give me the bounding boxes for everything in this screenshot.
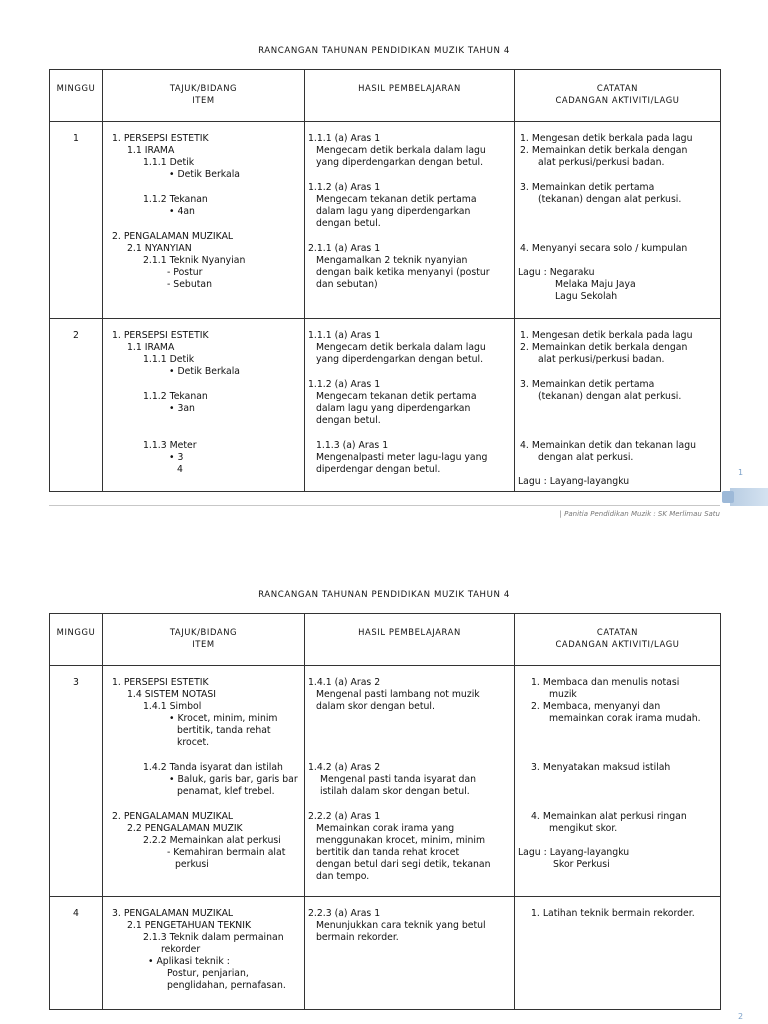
list-item: 2.1.3 Teknik dalam permainan	[143, 932, 284, 943]
list-item: 2.1.1 (a) Aras 1	[308, 243, 381, 254]
list-item: istilah dalam skor dengan betul.	[320, 786, 470, 797]
list-item: 4. Menyanyi secara solo / kumpulan	[520, 243, 688, 254]
hasil-cell	[305, 897, 515, 1010]
list-item: - Postur	[167, 267, 203, 278]
list-item: • Detik Berkala	[169, 366, 241, 377]
header-minggu: MINGGU	[50, 70, 103, 122]
list-item: bermain rekorder.	[316, 932, 399, 943]
list-item: penglidahan, pernafasan.	[167, 980, 286, 991]
list-item: 1.4 SISTEM NOTASI	[127, 689, 217, 700]
list-item: 3. Menyatakan maksud istilah	[531, 762, 671, 773]
list-item: 2.2.3 (a) Aras 1	[308, 908, 381, 919]
list-item: 4. Memainkan alat perkusi ringan	[531, 811, 687, 822]
list-item: Melaka Maju Jaya	[555, 279, 636, 290]
list-item: (tekanan) dengan alat perkusi.	[538, 194, 682, 205]
list-item: dan tempo.	[316, 871, 370, 882]
tajuk-cell	[103, 666, 305, 897]
list-item: 1.1.2 (a) Aras 1	[308, 182, 381, 193]
list-item: 1.1.1 (a) Aras 1	[308, 133, 381, 144]
list-item: • Aplikasi teknik :	[148, 956, 230, 967]
list-item: 1.1.2 Tekanan	[143, 194, 208, 205]
list-item: dengan betul.	[316, 218, 381, 229]
list-item: krocet.	[177, 737, 210, 748]
list-item: • 3an	[169, 403, 195, 414]
list-item: Lagu Sekolah	[555, 291, 618, 302]
list-item: 1. PERSEPSI ESTETIK	[112, 330, 209, 341]
list-item: memainkan corak irama mudah.	[549, 713, 701, 724]
week-number: 2	[50, 319, 103, 492]
list-item: 1. Membaca dan menulis notasi	[531, 677, 680, 688]
tajuk-cell	[103, 122, 305, 319]
list-item: Mengenalpasti meter lagu-lagu yang	[316, 452, 488, 463]
list-item: 2. Memainkan detik berkala dengan	[520, 342, 688, 353]
list-item: muzik	[549, 689, 577, 700]
list-item: • Baluk, garis bar, garis bar	[169, 774, 298, 785]
list-item: dengan betul dari segi detik, tekanan	[316, 859, 491, 870]
list-item: 2. PENGALAMAN MUZIKAL	[112, 231, 234, 242]
list-item: 1. PERSEPSI ESTETIK	[112, 133, 209, 144]
list-item: 2.2 PENGALAMAN MUZIK	[127, 823, 243, 834]
list-item: Postur, penjarian,	[167, 968, 249, 979]
header-tajuk: TAJUK/BIDANG ITEM	[103, 70, 305, 122]
list-item: dalam skor dengan betul.	[316, 701, 435, 712]
list-item: diperdengar dengan betul.	[316, 464, 441, 475]
list-item: 2.1 NYANYIAN	[127, 243, 192, 254]
table-row	[50, 666, 721, 897]
list-item: 1.1.1 Detik	[143, 157, 195, 168]
list-item: 2. Membaca, menyanyi dan	[531, 701, 661, 712]
page-title: RANCANGAN TAHUNAN PENDIDIKAN MUZIK TAHUN 4	[258, 590, 510, 600]
list-item: 1.1.1 Detik	[143, 354, 195, 365]
list-item: bertitik, tanda rehat	[177, 725, 271, 736]
catatan-cell	[515, 319, 721, 492]
list-item: dengan betul.	[316, 415, 381, 426]
list-item: • 4an	[169, 206, 195, 217]
list-item: - Sebutan	[167, 279, 212, 290]
page-title: RANCANGAN TAHUNAN PENDIDIKAN MUZIK TAHUN 4	[258, 46, 510, 56]
list-item: 2.2.2 Memainkan alat perkusi	[143, 835, 281, 846]
week-number: 4	[50, 897, 103, 1010]
list-item: Mengenal pasti lambang not muzik	[316, 689, 480, 700]
footer-divider	[49, 505, 720, 506]
week-number: 3	[50, 666, 103, 897]
list-item: 1. Mengesan detik berkala pada lagu	[520, 133, 693, 144]
list-item: 2.1.1 Teknik Nyanyian	[143, 255, 246, 266]
list-item: 1.4.1 (a) Aras 2	[308, 677, 381, 688]
table-row	[50, 897, 721, 1010]
list-item: Menunjukkan cara teknik yang betul	[316, 920, 486, 931]
list-item: yang diperdengarkan dengan betul.	[316, 354, 484, 365]
tajuk-cell	[103, 897, 305, 1010]
list-item: • Detik Berkala	[169, 169, 241, 180]
list-item: 4	[177, 464, 183, 475]
footer-text: | Panitia Pendidikan Muzik : SK Merlimau Satu	[559, 510, 720, 518]
list-item: Mengenal pasti tanda isyarat dan	[320, 774, 477, 785]
list-item: 1.1 IRAMA	[127, 145, 175, 156]
list-item: dalam lagu yang diperdengarkan	[316, 206, 471, 217]
catatan-cell	[515, 122, 721, 319]
list-item: Mengecam detik berkala dalam lagu	[316, 342, 486, 353]
list-item: 1.1.3 Meter	[143, 440, 197, 451]
list-item: 1.1 IRAMA	[127, 342, 175, 353]
list-item: yang diperdengarkan dengan betul.	[316, 157, 484, 168]
list-item: 3. Memainkan detik pertama	[520, 379, 655, 390]
list-item: 1.1.3 (a) Aras 1	[316, 440, 389, 451]
hasil-cell	[305, 122, 515, 319]
header-hasil: HASIL PEMBELAJARAN	[305, 614, 515, 666]
list-item: Mengecam tekanan detik pertama	[316, 194, 477, 205]
list-item: 2.1 PENGETAHUAN TEKNIK	[127, 920, 252, 931]
list-item: 1. PERSEPSI ESTETIK	[112, 677, 209, 688]
header-hasil: HASIL PEMBELAJARAN	[305, 70, 515, 122]
hasil-cell	[305, 666, 515, 897]
list-item: • 3	[169, 452, 184, 463]
list-item: Mengecam detik berkala dalam lagu	[316, 145, 486, 156]
list-item: Mengamalkan 2 teknik nyanyian	[316, 255, 468, 266]
tajuk-cell	[103, 319, 305, 492]
list-item: alat perkusi/perkusi badan.	[538, 157, 665, 168]
list-item: 2.2.2 (a) Aras 1	[308, 811, 381, 822]
list-item: Memainkan corak irama yang	[316, 823, 455, 834]
list-item: (tekanan) dengan alat perkusi.	[538, 391, 682, 402]
list-item: - Kemahiran bermain alat	[167, 847, 286, 858]
list-item: menggunakan krocet, minim, minim	[316, 835, 486, 846]
plan-table	[49, 69, 721, 492]
table-row	[50, 319, 721, 492]
list-item: 2. Memainkan detik berkala dengan	[520, 145, 688, 156]
catatan-cell	[515, 666, 721, 897]
header-catatan: CATATAN CADANGAN AKTIVITI/LAGU	[515, 614, 721, 666]
plan-table	[49, 613, 721, 1010]
list-item: 1. Latihan teknik bermain rekorder.	[531, 908, 695, 919]
list-item: rekorder	[161, 944, 201, 955]
list-item: Lagu : Negaraku	[518, 267, 595, 278]
list-item: dengan baik ketika menyanyi (postur	[316, 267, 490, 278]
list-item: penamat, klef trebel.	[177, 786, 275, 797]
list-item: Lagu : Layang-layangku	[518, 476, 630, 487]
header-tajuk: TAJUK/BIDANG ITEM	[103, 614, 305, 666]
list-item: dan sebutan)	[316, 279, 378, 290]
table-row	[50, 122, 721, 319]
page-number: 1	[738, 468, 744, 477]
list-item: dalam lagu yang diperdengarkan	[316, 403, 471, 414]
list-item: bertitik dan tanda rehat krocet	[316, 847, 460, 858]
list-item: 3. PENGALAMAN MUZIKAL	[112, 908, 234, 919]
week-number: 1	[50, 122, 103, 319]
list-item: 2. PENGALAMAN MUZIKAL	[112, 811, 234, 822]
hasil-cell	[305, 319, 515, 492]
page-tab-marker	[730, 488, 768, 506]
catatan-cell	[515, 897, 721, 1010]
table-header-row	[50, 70, 721, 122]
list-item: 3. Memainkan detik pertama	[520, 182, 655, 193]
list-item: alat perkusi/perkusi badan.	[538, 354, 665, 365]
list-item: dengan alat perkusi.	[538, 452, 634, 463]
list-item: Skor Perkusi	[553, 859, 610, 870]
list-item: perkusi	[175, 859, 209, 870]
list-item: • Krocet, minim, minim	[169, 713, 278, 724]
list-item: 4. Memainkan detik dan tekanan lagu	[520, 440, 696, 451]
list-item: 1.1.2 (a) Aras 1	[308, 379, 381, 390]
list-item: 1. Mengesan detik berkala pada lagu	[520, 330, 693, 341]
table-header-row	[50, 614, 721, 666]
list-item: Lagu : Layang-layangku	[518, 847, 630, 858]
header-catatan: CATATAN CADANGAN AKTIVITI/LAGU	[515, 70, 721, 122]
page-number: 2	[738, 1012, 744, 1021]
header-minggu: MINGGU	[50, 614, 103, 666]
list-item: 1.1.2 Tekanan	[143, 391, 208, 402]
list-item: 1.4.2 (a) Aras 2	[308, 762, 381, 773]
list-item: 1.4.1 Simbol	[143, 701, 202, 712]
list-item: 1.4.2 Tanda isyarat dan istilah	[143, 762, 283, 773]
list-item: Mengecam tekanan detik pertama	[316, 391, 477, 402]
list-item: mengikut skor.	[549, 823, 618, 834]
list-item: 1.1.1 (a) Aras 1	[308, 330, 381, 341]
